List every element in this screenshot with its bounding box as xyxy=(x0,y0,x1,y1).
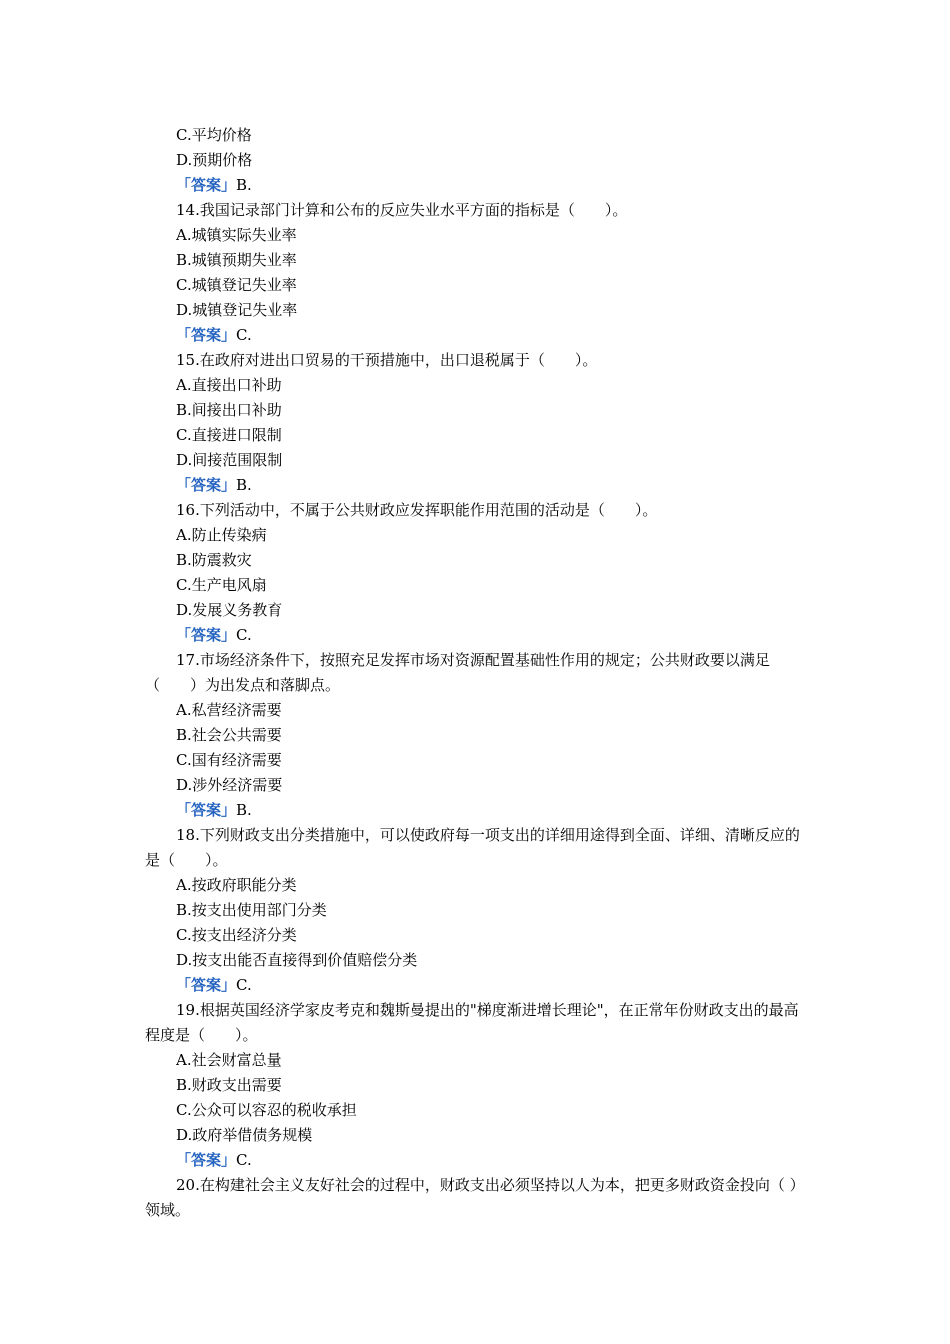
option-line: A.防止传染病 xyxy=(176,526,267,544)
question-line: 20.在构建社会主义友好社会的过程中，财政支出必须坚持以人为本，把更多财政资金投向（ ）领域。 xyxy=(145,1176,805,1219)
option-line: C.直接进口限制 xyxy=(176,426,282,444)
option-line: B.社会公共需要 xyxy=(176,726,282,744)
option-line: B.财政支出需要 xyxy=(176,1076,282,1094)
answer-value: C. xyxy=(236,326,252,344)
answer-line xyxy=(176,473,816,498)
answer-label: 「答案」 xyxy=(176,626,237,644)
answer-line xyxy=(176,1148,816,1173)
question-line: 15.在政府对进出口贸易的干预措施中，出口退税属于（ ）。 xyxy=(176,351,598,369)
question-line: 16.下列活动中，不属于公共财政应发挥职能作用范围的活动是（ ）。 xyxy=(176,501,658,519)
option-line: A.私营经济需要 xyxy=(176,701,282,719)
question-line: 17.市场经济条件下，按照充足发挥市场对资源配置基础性作用的规定；公共财政要以满足（ ）为出发点和落脚点。 xyxy=(145,651,770,694)
question-line: 18.下列财政支出分类措施中，可以使政府每一项支出的详细用途得到全面、详细、清晰反应的是（ ）。 xyxy=(145,826,800,869)
answer-value: C. xyxy=(236,1151,252,1169)
answer-label: 「答案」 xyxy=(176,176,237,194)
option-line: A.直接出口补助 xyxy=(176,376,282,394)
option-line: A.城镇实际失业率 xyxy=(176,226,297,244)
answer-label: 「答案」 xyxy=(176,976,237,994)
option-line: D.发展义务教育 xyxy=(176,601,283,619)
option-line: D.政府举借债务规模 xyxy=(176,1126,313,1144)
answer-line xyxy=(176,973,816,998)
option-line: C.按支出经济分类 xyxy=(176,926,297,944)
option-line: C.公众可以容忍的税收承担 xyxy=(176,1101,357,1119)
option-line: B.按支出使用部门分类 xyxy=(176,901,327,919)
answer-line xyxy=(176,798,816,823)
answer-value: B. xyxy=(236,801,252,819)
answer-label: 「答案」 xyxy=(176,476,237,494)
option-line: B.防震救灾 xyxy=(176,551,252,569)
answer-value: C. xyxy=(236,976,252,994)
option-line: D.间接范围限制 xyxy=(176,451,283,469)
option-line: D.按支出能否直接得到价值赔偿分类 xyxy=(176,951,418,969)
option-line: C.城镇登记失业率 xyxy=(176,276,297,294)
answer-label: 「答案」 xyxy=(176,326,237,344)
answer-label: 「答案」 xyxy=(176,801,237,819)
answer-value: C. xyxy=(236,626,252,644)
answer-value: B. xyxy=(236,476,252,494)
question-line: 19.根据英国经济学家皮考克和魏斯曼提出的"梯度渐进增长理论"，在正常年份财政支出的最高程度是（ ）。 xyxy=(145,1001,799,1044)
question-line: 14.我国记录部门计算和公布的反应失业水平方面的指标是（ ）。 xyxy=(176,201,628,219)
option-line: D.城镇登记失业率 xyxy=(176,301,298,319)
option-line: A.按政府职能分类 xyxy=(176,876,297,894)
option-line: D.涉外经济需要 xyxy=(176,776,283,794)
answer-line xyxy=(176,623,816,648)
option-line: C.国有经济需要 xyxy=(176,751,282,769)
option-line: C.生产电风扇 xyxy=(176,576,267,594)
answer-line xyxy=(176,173,816,198)
option-line: A.社会财富总量 xyxy=(176,1051,282,1069)
answer-label: 「答案」 xyxy=(176,1151,237,1169)
option-line: B.间接出口补助 xyxy=(176,401,282,419)
option-line: C.平均价格 xyxy=(176,126,252,144)
answer-line xyxy=(176,323,816,348)
answer-value: B. xyxy=(236,176,252,194)
option-line: D.预期价格 xyxy=(176,151,253,169)
option-line: B.城镇预期失业率 xyxy=(176,251,297,269)
